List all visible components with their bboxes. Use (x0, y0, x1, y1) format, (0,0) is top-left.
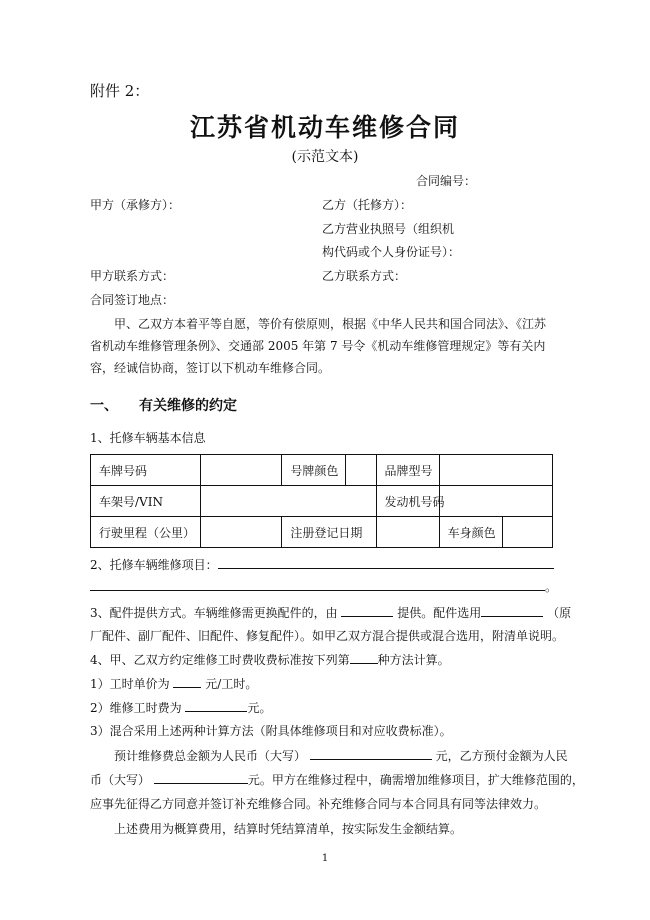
item2-end: 。 (545, 580, 558, 594)
item2-line1 (90, 556, 554, 573)
body-color-label: 车身颜色 (439, 517, 502, 548)
item3-text-a: 3、配件提供方式。车辆维修需更换配件的，由 (90, 606, 338, 620)
party-b-license-line2: 构代码或个人身份证号）： (322, 245, 461, 259)
section-title: 有关维修的约定 (139, 398, 237, 414)
party-b-label: 乙方（托修方）： (322, 198, 413, 212)
estimate-text-a: 预计维修费总金额为人民币（大写） (114, 749, 307, 763)
repair-items-blank-2[interactable] (90, 578, 545, 591)
registration-date-label: 注册登记日期 (282, 517, 376, 548)
item3-line2: 厂配件、副厂配件、旧配件、修复配件）。如甲乙双方混合提供或混合选用，附清单说明。 (90, 629, 565, 643)
item4-text-a: 4、甲、乙双方约定维修工时费收费标准按下列第 (90, 653, 350, 667)
body-color-value[interactable] (502, 517, 552, 548)
hourly-rate-blank[interactable] (173, 675, 201, 688)
mileage-label: 行驶里程（公里） (91, 517, 201, 548)
item3-text-c: （原 (547, 606, 572, 620)
estimate-line1 (114, 747, 568, 764)
method2-line (90, 699, 271, 716)
party-b-license-line1: 乙方营业执照号（组织机 (322, 222, 455, 236)
repair-items-blank[interactable] (218, 556, 554, 569)
plate-color-label: 号牌颜色 (282, 455, 345, 486)
brand-model-label: 品牌型号 (376, 455, 439, 486)
parts-provider-blank[interactable] (341, 604, 393, 617)
item3-text-b: 提供。配件选用 (397, 606, 482, 620)
sign-place-label: 合同签订地点： (90, 293, 175, 307)
attachment-label: 附件 2： (90, 82, 150, 100)
estimate-text-c: 币（大写） (90, 773, 151, 787)
estimate-text-d: 元。甲方在维修过程中，确需增加维修项目，扩大维修范围的， (247, 773, 584, 787)
method2-text-b: 元。 (247, 701, 272, 715)
item4-line (90, 651, 450, 668)
table-row (91, 517, 553, 548)
table-row (91, 455, 553, 486)
party-b-contact-label: 乙方联系方式： (322, 269, 407, 283)
contract-subtitle: (示范文本) (291, 149, 359, 165)
method1-text-b: 元/工时。 (205, 677, 258, 691)
mileage-value[interactable] (201, 517, 282, 548)
settlement-paragraph: 上述费用为概算费用，结算时凭结算清单，按实际发生金额结算。 (114, 822, 463, 836)
parts-selection-blank[interactable] (481, 604, 543, 617)
labor-fee-blank[interactable] (185, 699, 247, 712)
contract-number-label: 合同编号： (416, 174, 477, 188)
brand-model-value[interactable] (439, 455, 552, 486)
item4-text-b: 种方法计算。 (377, 653, 450, 667)
vehicle-info-table (90, 454, 553, 548)
party-a-contact-label: 甲方联系方式： (90, 269, 175, 283)
contract-title: 江苏省机动车维修合同 (189, 113, 460, 142)
method2-text-a: 2）维修工时费为 (90, 701, 182, 715)
engine-number-value[interactable] (439, 486, 552, 517)
plate-color-value[interactable] (345, 455, 376, 486)
prepaid-amount-blank[interactable] (154, 771, 248, 784)
item2-label: 2、托修车辆维修项目： (90, 558, 218, 572)
item1-label: 1、托修车辆基本信息 (90, 431, 206, 445)
estimate-line2 (90, 771, 584, 788)
vin-label: 车架号/VIN (91, 486, 201, 517)
registration-date-value[interactable] (376, 517, 439, 548)
item3-line1 (90, 604, 571, 621)
item2-line2 (90, 578, 557, 595)
total-amount-blank[interactable] (310, 747, 432, 760)
table-row (91, 486, 553, 517)
section-number: 一、 (90, 398, 118, 414)
method1-text-a: 1）工时单价为 (90, 677, 170, 691)
method1-line (90, 675, 257, 692)
method-choice-blank[interactable] (350, 651, 378, 664)
page-number: 1 (321, 853, 329, 864)
intro-paragraph: 甲、乙双方本着平等自愿，等价有偿原则，根据《中华人民共和国合同法》、《江苏省机动车维修管理条例》、交通部 2005 年第 7 号令《机动车维修管理规定》等有关内容，经诚信协商，签订以下机动车维修合同。 (90, 317, 547, 375)
engine-number-label: 发动机号码 (376, 486, 439, 517)
plate-number-label: 车牌号码 (91, 455, 201, 486)
vin-value[interactable] (201, 486, 376, 517)
estimate-text-b: 元，乙方预付金额为人民 (435, 749, 568, 763)
method3-line: 3）混合采用上述两种计算方法（附具体维修项目和对应收费标准）。 (90, 724, 452, 738)
estimate-line3: 应事先征得乙方同意并签订补充维修合同。补充维修合同与本合同具有同等法律效力。 (90, 797, 547, 811)
plate-number-value[interactable] (201, 455, 282, 486)
party-a-label: 甲方（承修方）： (90, 198, 181, 212)
